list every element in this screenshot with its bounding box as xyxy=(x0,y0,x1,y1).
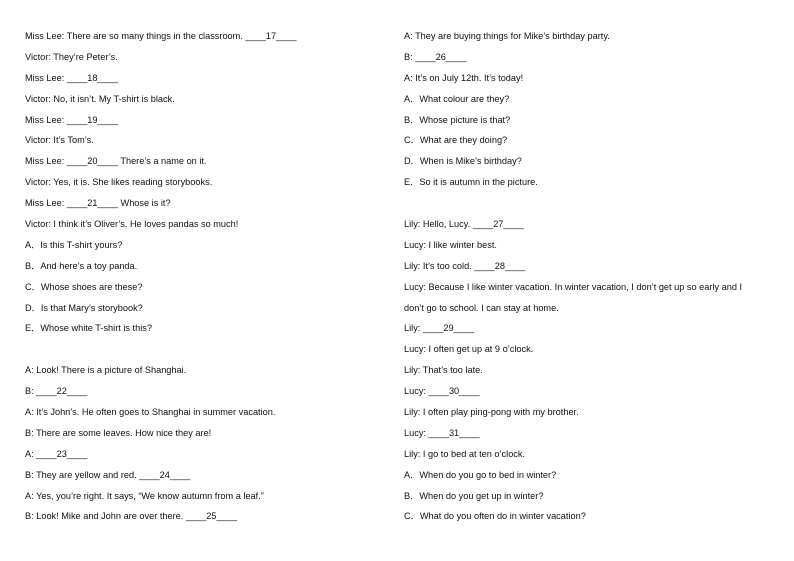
text-line: Lucy: Because I like winter vacation. In winter vacation, I don’t get up so early and I xyxy=(404,281,743,292)
text-line: Miss Lee: ____18____ xyxy=(25,72,118,83)
text-line: Lucy: I like winter best. xyxy=(404,239,497,250)
text-line: B: ____22____ xyxy=(25,386,88,397)
text-line: Victor: No, it isn’t. My T-shirt is black. xyxy=(25,93,175,104)
text-line: Victor: I think it’s Oliver’s. He loves pandas so much! xyxy=(25,219,239,230)
text-line: Miss Lee: ____21____ Whose is it? xyxy=(25,198,171,209)
text-line: A: Yes, you’re right. It says, “We know autumn from a leaf.” xyxy=(25,490,264,501)
option-line: E．So it is autumn in the picture. xyxy=(404,177,538,188)
text-line: Lucy: I often get up at 9 o’clock. xyxy=(404,344,534,355)
text-line: Lily: Hello, Lucy. ____27____ xyxy=(404,219,524,230)
text-line: A: They are buying things for Mike’s birthday party. xyxy=(404,31,610,41)
blank-line xyxy=(25,339,375,360)
option-line: D．When is Mike’s birthday? xyxy=(404,156,522,167)
text-line: Lily: That’s too late. xyxy=(404,365,483,376)
left-column xyxy=(25,26,375,527)
text-line: B: ____26____ xyxy=(404,51,467,62)
text-line: Miss Lee: ____20____ There’s a name on it. xyxy=(25,156,207,167)
text-line: A: Look! There is a picture of Shanghai. xyxy=(25,365,187,376)
text-line: Victor: They’re Peter’s. xyxy=(25,51,118,62)
option-line: C．What are they doing? xyxy=(404,135,508,146)
option-line: C．Whose shoes are these? xyxy=(25,281,143,292)
text-line: Lucy: ____30____ xyxy=(404,386,480,397)
option-line: B．When do you get up in winter? xyxy=(404,490,544,501)
text-line: Miss Lee: There are so many things in the classroom. ____17____ xyxy=(25,31,297,41)
text-line: Lily: ____29____ xyxy=(404,323,474,334)
option-line: A．When do you go to bed in winter? xyxy=(404,469,557,480)
text-line: A: ____23____ xyxy=(25,448,88,459)
text-line: Lily: I often play ping-pong with my brother. xyxy=(404,407,579,418)
text-line: B: They are yellow and red. ____24____ xyxy=(25,469,191,480)
text-line: don’t go to school. I can stay at home. xyxy=(404,302,559,313)
text-line: Lily: It’s too cold. ____28____ xyxy=(404,260,526,271)
option-line: B．Whose picture is that? xyxy=(404,114,511,125)
right-column xyxy=(404,26,764,527)
text-line: Miss Lee: ____19____ xyxy=(25,114,118,125)
option-line: C．What do you often do in winter vacation? xyxy=(404,511,586,522)
option-line: B．And here’s a toy panda. xyxy=(25,260,138,271)
text-line: B: Look! Mike and John are over there. ____25____ xyxy=(25,511,237,522)
option-line: E．Whose white T-shirt is this? xyxy=(25,323,152,334)
text-line: Lily: I go to bed at ten o’clock. xyxy=(404,448,526,459)
option-line: A．Is this T-shirt yours? xyxy=(25,239,123,250)
blank-line xyxy=(404,193,764,214)
text-line: Lucy: ____31____ xyxy=(404,427,480,438)
text-line: A: It’s John’s. He often goes to Shanghai in summer vacation. xyxy=(25,407,276,418)
text-line: B: There are some leaves. How nice they are! xyxy=(25,427,212,438)
text-line: Victor: Yes, it is. She likes reading storybooks. xyxy=(25,177,213,188)
option-line: A．What colour are they? xyxy=(404,93,510,104)
text-line: Victor: It’s Tom’s. xyxy=(25,135,94,146)
text-line: A: It’s on July 12th. It’s today! xyxy=(404,72,524,83)
option-line: D．Is that Mary’s storybook? xyxy=(25,302,143,313)
